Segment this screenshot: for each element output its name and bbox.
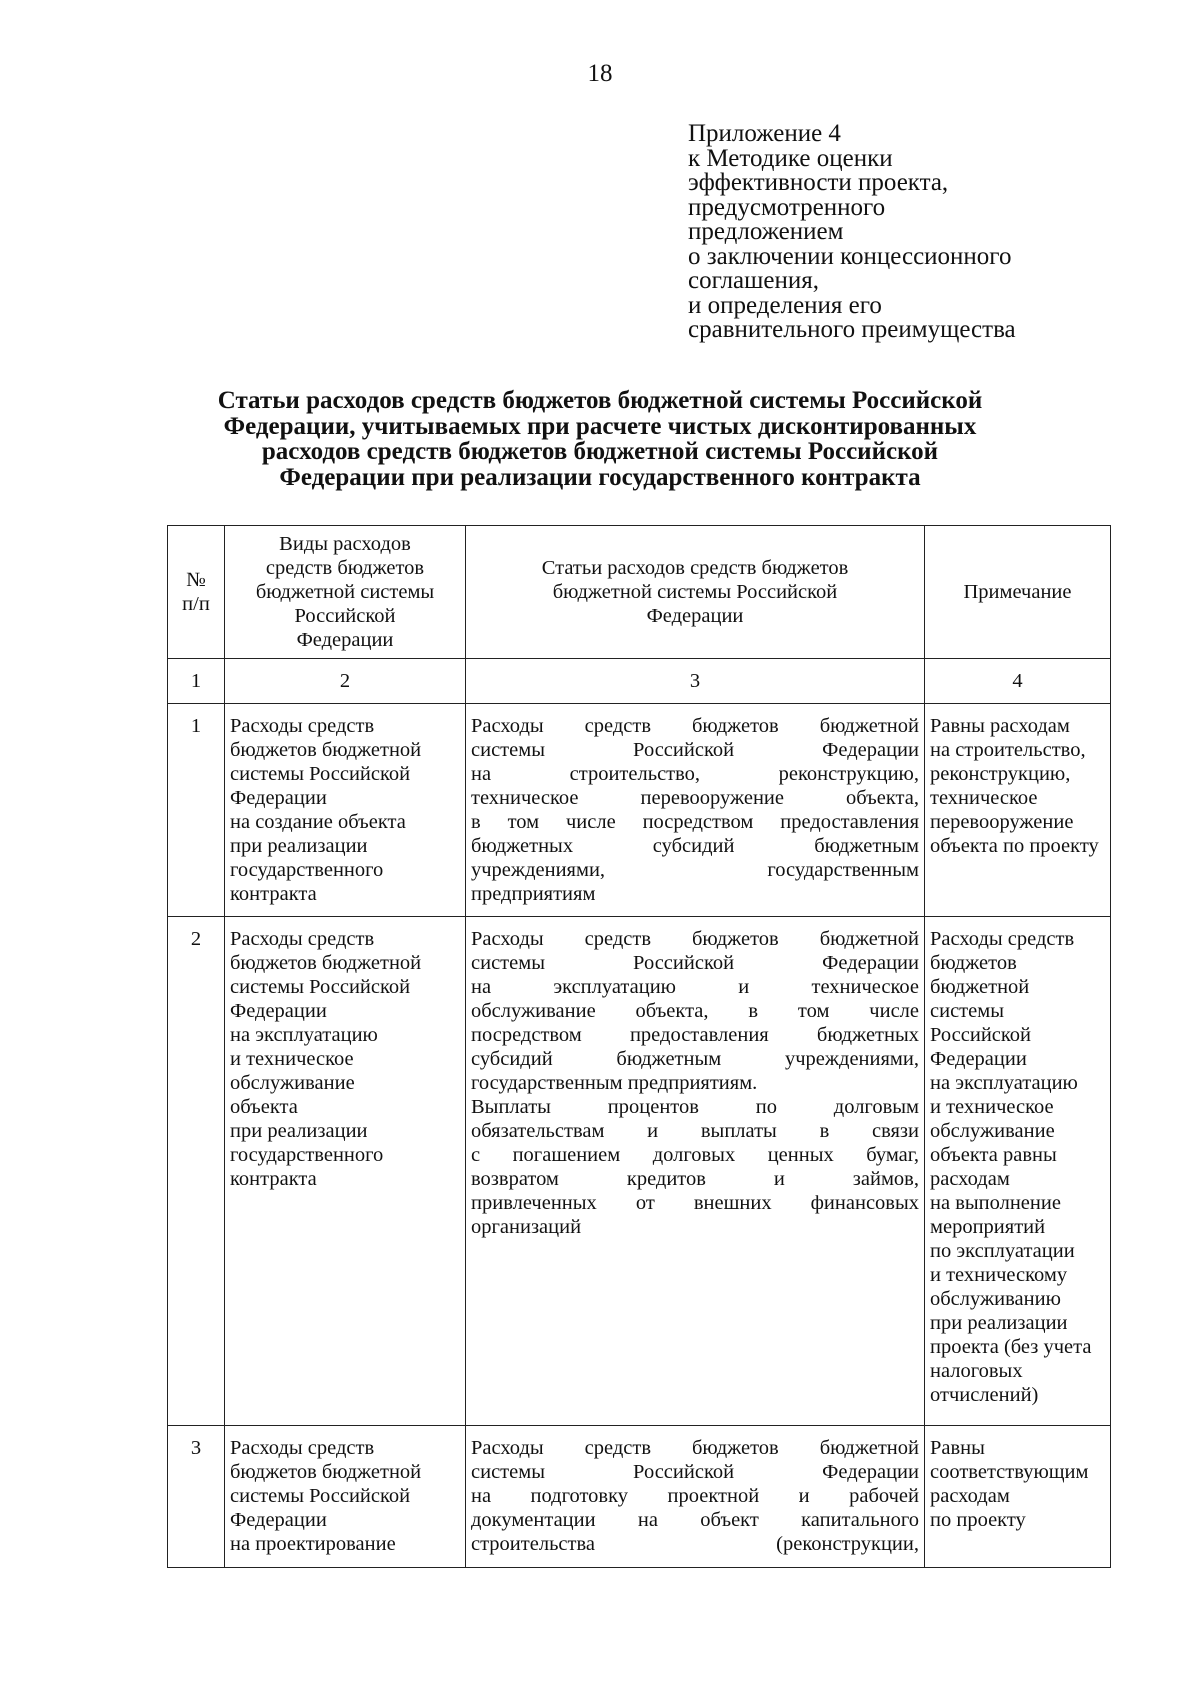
cell-line: на эксплуатацию — [230, 1024, 378, 1046]
cell-line: на создание объекта — [230, 811, 406, 833]
table-row — [168, 917, 1111, 1426]
cell-line: при реализации — [230, 1120, 368, 1142]
cell-line: Расходы средств — [930, 928, 1075, 950]
cell-line: Федерации — [230, 787, 327, 809]
cell-line: обязательствам и выплаты в связи — [471, 1120, 919, 1142]
cell-line: Российской — [930, 1024, 1032, 1046]
header-line: Примечание — [963, 581, 1072, 603]
expense-table — [167, 525, 1111, 1568]
cell-line: предприятиям — [471, 883, 596, 905]
cell-line: обслуживанию — [930, 1288, 1061, 1310]
row-number: 2 — [168, 917, 225, 1426]
cell-line: на подготовку проектной и рабочей — [471, 1485, 919, 1507]
cell-line: расходам — [930, 1168, 1010, 1190]
note-cell — [925, 1426, 1111, 1568]
cell-line: проекта (без учета — [930, 1336, 1092, 1358]
page-number: 18 — [587, 60, 613, 87]
cell-line: Расходы средств бюджетов бюджетной — [471, 715, 919, 737]
header-line: бюджетной системы Российской — [552, 581, 838, 603]
header-line: Федерации — [296, 629, 394, 651]
cell-line: государственным предприятиям. — [471, 1072, 758, 1094]
cell-line: на эксплуатацию и техническое — [471, 976, 919, 998]
cell-line: реконструкцию, — [930, 763, 1071, 785]
cell-line: обслуживание — [930, 1120, 1055, 1142]
appendix-line: предусмотренного — [688, 193, 886, 221]
cell-line: и техническое — [230, 1048, 354, 1070]
cell-line: на строительство, реконструкцию, — [471, 763, 919, 785]
cell-line: системы Российской — [230, 976, 411, 998]
cell-line: Выплаты процентов по долговым — [471, 1096, 919, 1118]
cell-line: системы Российской Федерации — [471, 952, 919, 974]
cell-line: системы Российской — [230, 763, 411, 785]
cell-line: системы Российской — [230, 1485, 411, 1507]
cell-line: бюджетов бюджетной — [230, 1461, 422, 1483]
note-cell — [925, 704, 1111, 917]
header-expense-type — [225, 526, 466, 659]
cell-line: в том числе посредством предоставления — [471, 811, 919, 833]
column-number: 3 — [466, 659, 925, 704]
cell-line: объекта равны — [930, 1144, 1057, 1166]
header-line: п/п — [182, 593, 210, 615]
cell-line: бюджетных субсидий бюджетным — [471, 835, 919, 857]
cell-line: при реализации — [230, 835, 368, 857]
expense-items-cell — [466, 704, 925, 917]
cell-line: государственного — [230, 859, 384, 881]
cell-line: контракта — [230, 1168, 317, 1190]
cell-line: расходам — [930, 1485, 1010, 1507]
expense-items-cell — [466, 1426, 925, 1568]
header-line: Федерации — [646, 605, 744, 627]
cell-line: Расходы средств — [230, 1437, 375, 1459]
title-line: Федерации, учитываемых при расчете чистых дисконтированных — [223, 412, 977, 440]
title-line: Статьи расходов средств бюджетов бюджетной системы Российской — [217, 387, 983, 414]
appendix-line: предложением — [688, 218, 844, 245]
cell-line: налоговых — [930, 1360, 1023, 1382]
cell-line: Расходы средств — [230, 715, 375, 737]
cell-line: на проектирование — [230, 1533, 396, 1555]
cell-line: Расходы средств бюджетов бюджетной — [471, 928, 919, 950]
expense-type-cell — [225, 1426, 466, 1568]
expense-type-cell — [225, 917, 466, 1426]
row-number: 1 — [168, 704, 225, 917]
header-line: бюджетной системы — [255, 581, 435, 603]
appendix-line: к Методике оценки — [688, 144, 893, 172]
cell-line: по проекту — [930, 1509, 1026, 1531]
header-note — [925, 526, 1111, 659]
column-number: 2 — [225, 659, 466, 704]
cell-line: Равны расходам — [930, 715, 1070, 737]
appendix-reference — [688, 122, 1108, 343]
cell-line: при реализации — [930, 1312, 1068, 1334]
cell-line: учреждениями, государственным — [471, 859, 919, 881]
header-line: Статьи расходов средств бюджетов — [541, 557, 849, 579]
appendix-line: эффективности проекта, — [688, 169, 949, 196]
cell-line: по эксплуатации — [930, 1240, 1075, 1262]
cell-line: техническое перевооружение объекта, — [471, 787, 919, 809]
cell-line: документации на объект капитального — [471, 1509, 919, 1531]
cell-line: на эксплуатацию — [930, 1072, 1078, 1094]
cell-line: и техническое — [930, 1096, 1054, 1118]
table-header-row — [168, 526, 1111, 659]
cell-line: бюджетной — [930, 976, 1030, 998]
cell-line: контракта — [230, 883, 317, 905]
appendix-line: о заключении концессионного — [688, 242, 1012, 270]
cell-line: отчислений) — [930, 1384, 1039, 1406]
header-number — [168, 526, 225, 659]
cell-line: системы — [930, 1000, 1004, 1022]
cell-line: субсидий бюджетным учреждениями, — [471, 1048, 919, 1070]
cell-line: системы Российской Федерации — [471, 739, 919, 761]
column-number: 1 — [168, 659, 225, 704]
cell-line: государственного — [230, 1144, 384, 1166]
cell-line: строительства (реконструкции, — [471, 1533, 919, 1555]
cell-line: мероприятий — [930, 1216, 1046, 1238]
cell-line: Расходы средств бюджетов бюджетной — [471, 1437, 919, 1459]
header-line: № — [186, 569, 206, 591]
appendix-line: Приложение 4 — [688, 120, 841, 147]
cell-line: и техническому — [930, 1264, 1068, 1286]
document-title — [150, 388, 1050, 490]
header-line: средств бюджетов — [265, 557, 425, 579]
cell-line: перевооружение — [930, 811, 1074, 833]
table-row — [168, 704, 1111, 917]
note-cell — [925, 917, 1111, 1426]
cell-line: Федерации — [230, 1000, 327, 1022]
cell-line: Федерации — [930, 1048, 1027, 1070]
table-row — [168, 1426, 1111, 1568]
title-line: расходов средств бюджетов бюджетной системы Российской — [261, 438, 939, 465]
cell-line: посредством предоставления бюджетных — [471, 1024, 919, 1046]
header-expense-items — [466, 526, 925, 659]
cell-line: с погашением долговых ценных бумаг, — [471, 1144, 919, 1166]
cell-line: соответствующим — [930, 1461, 1089, 1483]
cell-line: на выполнение — [930, 1192, 1061, 1214]
title-line: Федерации при реализации государственного контракта — [279, 463, 921, 491]
cell-line: обслуживание — [230, 1072, 355, 1094]
cell-line: Расходы средств — [230, 928, 375, 950]
cell-line: возвратом кредитов и займов, — [471, 1168, 919, 1190]
cell-line: бюджетов — [930, 952, 1017, 974]
cell-line: обслуживание объекта, в том числе — [471, 1000, 919, 1022]
cell-line: бюджетов бюджетной — [230, 739, 422, 761]
appendix-line: соглашения, — [688, 267, 820, 294]
header-line: Российской — [294, 605, 396, 627]
cell-line: объекта по проекту — [930, 835, 1099, 857]
cell-line: Федерации — [230, 1509, 327, 1531]
appendix-line: и определения его — [688, 291, 882, 319]
row-number: 3 — [168, 1426, 225, 1568]
expense-type-cell — [225, 704, 466, 917]
cell-line: бюджетов бюджетной — [230, 952, 422, 974]
cell-line: на строительство, — [930, 739, 1086, 761]
cell-line: организаций — [471, 1216, 582, 1238]
expense-items-cell — [466, 917, 925, 1426]
appendix-line: сравнительного преимущества — [688, 316, 1016, 343]
cell-line: Равны — [930, 1437, 985, 1459]
column-number: 4 — [925, 659, 1111, 704]
cell-line: объекта — [230, 1096, 298, 1118]
column-number-row — [168, 659, 1111, 704]
header-line: Виды расходов — [279, 533, 411, 555]
cell-line: системы Российской Федерации — [471, 1461, 919, 1483]
cell-line: привлеченных от внешних финансовых — [471, 1192, 919, 1214]
cell-line: техническое — [930, 787, 1038, 809]
